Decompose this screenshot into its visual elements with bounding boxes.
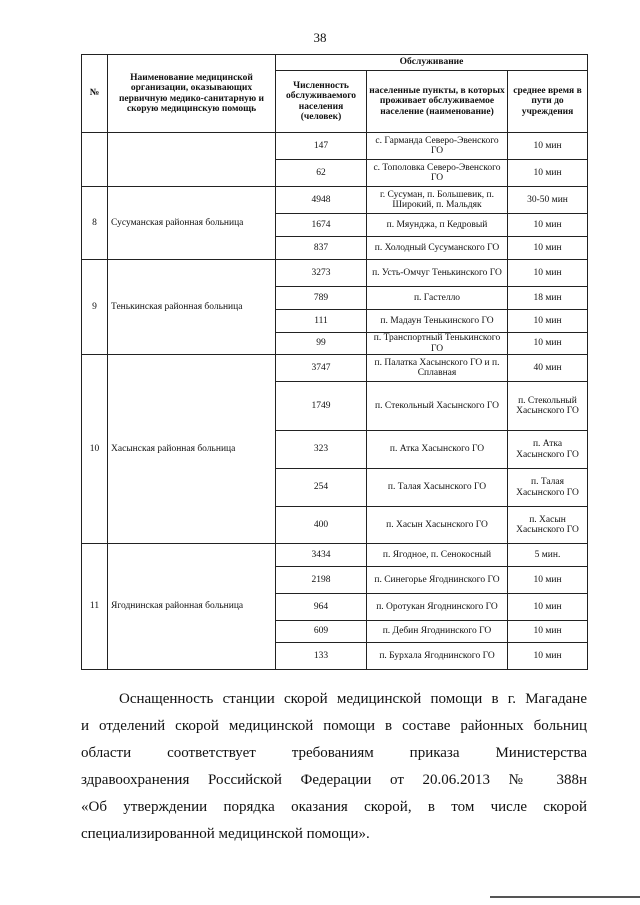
group-number bbox=[82, 133, 108, 187]
cell-population: 1674 bbox=[276, 214, 367, 237]
cell-travel-time: 5 мин. bbox=[508, 544, 588, 567]
cell-population: 2198 bbox=[276, 567, 367, 594]
table-row bbox=[82, 355, 588, 382]
paragraph-line: «Об утверждении порядка оказания скорой, в том числе скорой bbox=[81, 799, 587, 815]
cell-locality: с. Гарманда Северо-Эвенского ГО bbox=[367, 133, 508, 160]
cell-travel-time: 10 мин bbox=[508, 237, 588, 260]
cell-travel-time: 10 мин bbox=[508, 133, 588, 160]
table-header bbox=[82, 55, 588, 133]
cell-travel-time: 40 мин bbox=[508, 355, 588, 382]
cell-travel-time: 10 мин bbox=[508, 160, 588, 187]
paragraph-line: здравоохранения Российской Федерации от 20.06.2013 № 388н bbox=[81, 772, 587, 788]
cell-travel-time: 30-50 мин bbox=[508, 187, 588, 214]
cell-travel-time: 10 мин bbox=[508, 333, 588, 355]
cell-locality: п. Усть-Омчуг Тенькинского ГО bbox=[367, 260, 508, 287]
group-number: 11 bbox=[82, 544, 108, 670]
group-organization: Ягоднинская районная больница bbox=[108, 544, 276, 670]
cell-locality: п. Атка Хасынского ГО bbox=[367, 431, 508, 469]
medical-service-table bbox=[81, 54, 588, 670]
cell-locality: п. Стекольный Хасынского ГО bbox=[367, 382, 508, 431]
cell-population: 323 bbox=[276, 431, 367, 469]
table-row bbox=[82, 544, 588, 567]
cell-population: 1749 bbox=[276, 382, 367, 431]
cell-locality: п. Бурхала Ягоднинского ГО bbox=[367, 643, 508, 670]
cell-travel-time: 10 мин bbox=[508, 621, 588, 643]
table-row bbox=[82, 187, 588, 214]
scan-edge-mark bbox=[490, 896, 640, 898]
cell-locality: п. Хасын Хасынского ГО bbox=[367, 507, 508, 544]
cell-travel-time: п. Атка Хасынского ГО bbox=[508, 431, 588, 469]
group-organization: Тенькинская районная больница bbox=[108, 260, 276, 355]
page-number: 38 bbox=[313, 30, 327, 45]
header-travel-time: среднее время в пути до учреждения bbox=[508, 71, 588, 133]
cell-travel-time: п. Стекольный Хасынского ГО bbox=[508, 382, 588, 431]
cell-locality: п. Транспортный Тенькинского ГО bbox=[367, 333, 508, 355]
cell-population: 789 bbox=[276, 287, 367, 310]
cell-locality: г. Сусуман, п. Большевик, п. Широкий, п. Мальдяк bbox=[367, 187, 508, 214]
cell-locality: п. Талая Хасынского ГО bbox=[367, 469, 508, 507]
cell-locality: п. Ягодное, п. Сенокосный bbox=[367, 544, 508, 567]
group-organization: Сусуманская районная больница bbox=[108, 187, 276, 260]
cell-travel-time: 10 мин bbox=[508, 310, 588, 333]
group-number: 10 bbox=[82, 355, 108, 544]
cell-population: 837 bbox=[276, 237, 367, 260]
cell-travel-time: 10 мин bbox=[508, 594, 588, 621]
header-population: Численность обслуживаемого населения (человек) bbox=[276, 71, 367, 133]
paragraph-line: и отделений скорой медицинской помощи в составе районных больниц bbox=[81, 718, 587, 734]
cell-population: 111 bbox=[276, 310, 367, 333]
cell-locality: п. Мяунджа, п Кедровый bbox=[367, 214, 508, 237]
header-organization: Наименование медицинской организации, оказывающих первичную медико-санитарную и скорую медицинскую помощь bbox=[108, 55, 276, 133]
cell-population: 400 bbox=[276, 507, 367, 544]
group-organization: Хасынская районная больница bbox=[108, 355, 276, 544]
group-number: 9 bbox=[82, 260, 108, 355]
cell-population: 133 bbox=[276, 643, 367, 670]
cell-population: 3747 bbox=[276, 355, 367, 382]
table-row bbox=[82, 260, 588, 287]
cell-locality: с. Тополовка Северо-Эвенского ГО bbox=[367, 160, 508, 187]
cell-locality: п. Палатка Хасынского ГО и п. Сплавная bbox=[367, 355, 508, 382]
cell-locality: п. Холодный Сусуманского ГО bbox=[367, 237, 508, 260]
cell-population: 62 bbox=[276, 160, 367, 187]
cell-travel-time: 10 мин bbox=[508, 643, 588, 670]
header-localities: населенные пункты, в которых проживает обслуживаемое население (наименование) bbox=[367, 71, 508, 133]
cell-population: 99 bbox=[276, 333, 367, 355]
cell-population: 609 bbox=[276, 621, 367, 643]
header-service: Обслуживание bbox=[276, 55, 588, 71]
body-paragraph bbox=[81, 686, 587, 848]
table-body bbox=[82, 133, 588, 670]
cell-travel-time: 10 мин bbox=[508, 214, 588, 237]
cell-population: 147 bbox=[276, 133, 367, 160]
cell-population: 3273 bbox=[276, 260, 367, 287]
cell-travel-time: 10 мин bbox=[508, 260, 588, 287]
cell-population: 964 bbox=[276, 594, 367, 621]
paragraph-line: специализированной медицинской помощи». bbox=[81, 826, 370, 842]
cell-population: 254 bbox=[276, 469, 367, 507]
cell-travel-time: п. Хасын Хасынского ГО bbox=[508, 507, 588, 544]
cell-locality: п. Оротукан Ягоднинского ГО bbox=[367, 594, 508, 621]
cell-travel-time: 18 мин bbox=[508, 287, 588, 310]
cell-travel-time: 10 мин bbox=[508, 567, 588, 594]
group-number: 8 bbox=[82, 187, 108, 260]
cell-locality: п. Дебин Ягоднинского ГО bbox=[367, 621, 508, 643]
group-organization bbox=[108, 133, 276, 187]
header-number: № bbox=[82, 55, 108, 133]
paragraph-line: Оснащенность станции скорой медицинской помощи в г. Магадане bbox=[119, 691, 587, 707]
cell-population: 3434 bbox=[276, 544, 367, 567]
paragraph-line: области соответствует требованиям приказа Министерства bbox=[81, 745, 587, 761]
cell-locality: п. Гастелло bbox=[367, 287, 508, 310]
cell-population: 4948 bbox=[276, 187, 367, 214]
cell-locality: п. Синегорье Ягоднинского ГО bbox=[367, 567, 508, 594]
table-row bbox=[82, 133, 588, 160]
cell-locality: п. Мадаун Тенькинского ГО bbox=[367, 310, 508, 333]
cell-travel-time: п. Талая Хасынского ГО bbox=[508, 469, 588, 507]
